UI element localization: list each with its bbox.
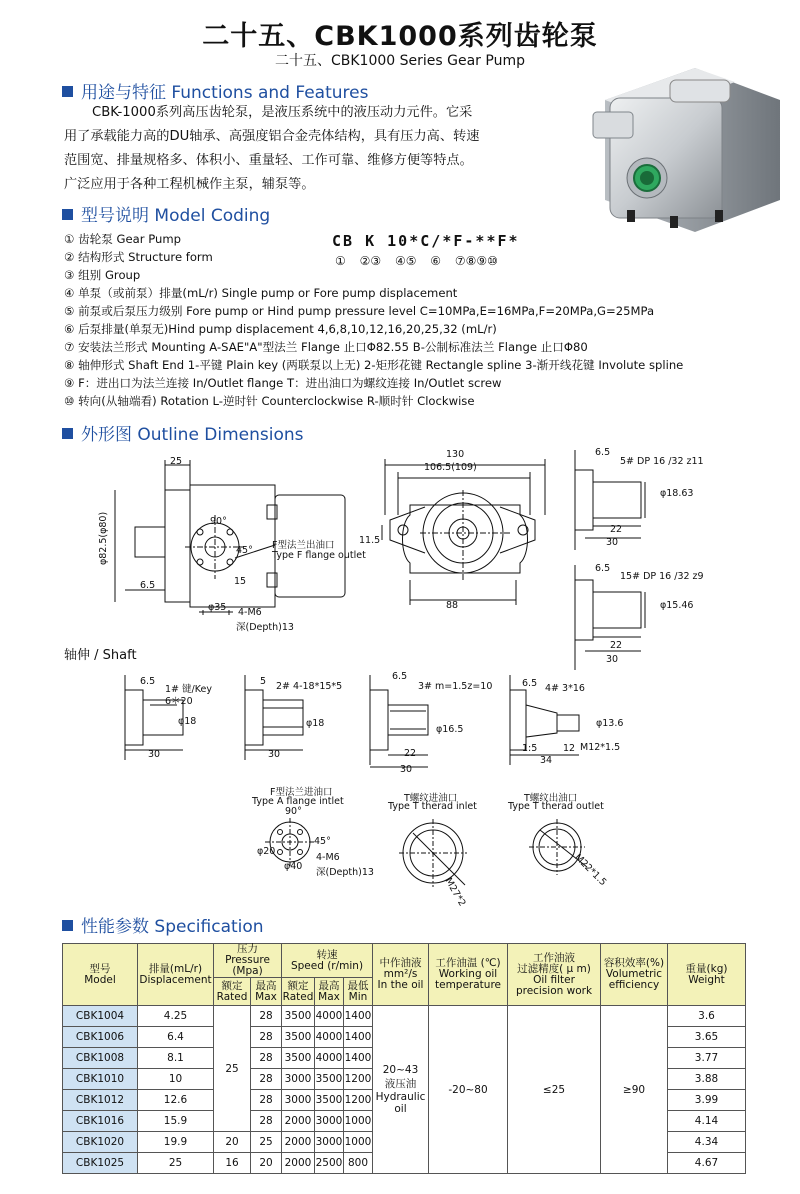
cell-speed-rated: 2000 — [282, 1132, 315, 1153]
dim-label: 6＊20 — [165, 696, 193, 707]
dim-label: M12*1.5 — [580, 742, 621, 753]
cell-speed-rated: 2000 — [282, 1153, 315, 1174]
cell-rated-merged: 25 — [214, 1006, 251, 1132]
cell-model: CBK1012 — [63, 1090, 138, 1111]
cell-speed-max: 3500 — [315, 1069, 344, 1090]
dim-label: 30 — [400, 764, 413, 775]
code-char: * — [508, 232, 520, 250]
dim-label: 45° — [314, 836, 331, 847]
dim-label: 深(Depth)13 — [316, 867, 374, 878]
cell-max: 25 — [251, 1132, 282, 1153]
code-char: * — [475, 232, 487, 250]
cell-rated: 20 — [214, 1132, 251, 1153]
coding-item: ④ 单泵（或前泵）排量(mL/r) Single pump or Fore pump displacement — [64, 286, 458, 300]
cell-weight: 3.99 — [668, 1090, 746, 1111]
section-outline — [62, 420, 304, 445]
cell-max: 28 — [251, 1027, 282, 1048]
section-spec — [62, 912, 264, 937]
header-speed-min: 最低 Min — [344, 978, 373, 1006]
dim-label: 30 — [606, 537, 619, 548]
functions-line: 广泛应用于各种工程机械作主泵，辅泵等。 — [64, 177, 315, 192]
cell-model: CBK1004 — [63, 1006, 138, 1027]
coding-item: ⑥ 后泵排量(单泵无)Hind pump displacement 4,6,8,10,12,16,20,25,32 (mL/r) — [64, 322, 497, 336]
dim-label: 5 — [260, 676, 267, 687]
coding-item: ② 结构形式 Structure form — [64, 250, 213, 264]
dim-label: 6.5 — [595, 447, 611, 458]
dim-label: 106.5(109) — [424, 462, 477, 473]
cell-speed-max: 4000 — [315, 1048, 344, 1069]
dim-label: 45° — [236, 545, 253, 556]
cell-speed-rated: 3500 — [282, 1048, 315, 1069]
dim-label: φ40 — [284, 861, 303, 872]
header-speed-rated: 额定 Rated — [282, 978, 315, 1006]
cell-speed-min: 1400 — [344, 1048, 373, 1069]
dim-label: 1:5 — [522, 743, 538, 754]
coding-item: ① 齿轮泵 Gear Pump — [64, 232, 182, 246]
dim-label: φ20 — [257, 846, 276, 857]
dim-label: 22 — [404, 748, 417, 759]
cell-speed-min: 1200 — [344, 1090, 373, 1111]
cell-weight: 4.67 — [668, 1153, 746, 1174]
cell-model: CBK1020 — [63, 1132, 138, 1153]
dim-label: 4-M6 — [316, 852, 340, 863]
cell-model: CBK1008 — [63, 1048, 138, 1069]
dim-label: φ18.63 — [660, 488, 694, 499]
code-char: * — [409, 232, 421, 250]
code-char: F — [453, 232, 465, 250]
coding-item: ⑩ 转向(从轴端看) Rotation L-逆时针 Counterclockwise R-顺时针 Clockwise — [64, 394, 475, 408]
cell-speed-max: 2500 — [315, 1153, 344, 1174]
cell-speed-max: 3000 — [315, 1111, 344, 1132]
callout-label: Type F flange outlet — [272, 550, 366, 561]
cell-model: CBK1016 — [63, 1111, 138, 1132]
dim-label: 6.5 — [392, 671, 408, 682]
dim-label: 130 — [446, 449, 465, 460]
cell-weight: 4.34 — [668, 1132, 746, 1153]
dim-label: 90° — [285, 806, 302, 817]
cell-disp: 4.25 — [138, 1006, 214, 1027]
header-max: 最高 Max — [251, 978, 282, 1006]
dim-label: 25 — [170, 456, 183, 467]
cell-max: 28 — [251, 1069, 282, 1090]
cell-disp: 8.1 — [138, 1048, 214, 1069]
header-weight: 重量(kg) Weight — [668, 944, 746, 1006]
cell-speed-max: 3000 — [315, 1132, 344, 1153]
code-char: CB — [332, 232, 355, 250]
gear-pump-photo — [575, 60, 790, 240]
thread-inlet-drawing — [395, 815, 475, 895]
cell-weight: 4.14 — [668, 1111, 746, 1132]
code-char: * — [486, 232, 498, 250]
square-bullet-icon — [62, 920, 73, 931]
coding-item: ⑨ F：进出口为法兰连接 In/Outlet flange T：进出油口为螺纹连接 In/Outlet screw — [64, 376, 502, 390]
code-char: 10 — [387, 232, 410, 250]
dim-label: φ15.46 — [660, 600, 694, 611]
cell-speed-max: 4000 — [315, 1027, 344, 1048]
cell-speed-min: 1400 — [344, 1027, 373, 1048]
code-char: C — [420, 232, 432, 250]
code-num: ① — [335, 254, 346, 268]
code-num: ②③ — [359, 254, 382, 268]
dim-label: 30 — [606, 654, 619, 665]
coding-item: ③ 组别 Group — [64, 268, 141, 282]
cell-oil-merged: 20~43 液压油 Hydraulic oil — [373, 1006, 429, 1174]
cell-speed-rated: 3000 — [282, 1069, 315, 1090]
cell-disp: 19.9 — [138, 1132, 214, 1153]
cell-eff-merged: ≥90 — [601, 1006, 668, 1174]
cell-speed-rated: 3000 — [282, 1090, 315, 1111]
dim-label: 22 — [610, 640, 623, 651]
dim-label: φ82.5(φ80) — [98, 511, 109, 565]
dim-label: 1# 键/Key — [165, 684, 212, 695]
callout-label: F型法兰出油口 — [272, 540, 335, 551]
dim-label: 15 — [234, 576, 247, 587]
code-num: ⑦⑧⑨⑩ — [454, 254, 498, 268]
dim-label: φ18 — [178, 716, 197, 727]
dim-label: 5# DP 16 /32 z11 — [620, 456, 704, 467]
dim-label: 15# DP 16 /32 z9 — [620, 571, 704, 582]
code-char: K — [365, 232, 377, 250]
dim-label: 6.5 — [595, 563, 611, 574]
coding-list — [64, 230, 683, 410]
cell-speed-min: 1200 — [344, 1069, 373, 1090]
section-outline-label: 外形图 Outline Dimensions — [81, 425, 304, 445]
dim-label: 88 — [446, 600, 459, 611]
dim-label: 11.5 — [359, 535, 381, 546]
dim-label: 6.5 — [140, 580, 156, 591]
dim-label: 34 — [540, 755, 553, 766]
header-filter: 工作油液 过滤精度( μ m) Oil filter precision work — [508, 944, 601, 1006]
callout-label: Type T therad outlet — [508, 801, 604, 812]
cell-filter-merged: ≤25 — [508, 1006, 601, 1174]
functions-text — [64, 101, 574, 197]
cell-speed-max: 4000 — [315, 1006, 344, 1027]
section-spec-label: 性能参数 Specification — [81, 917, 264, 937]
square-bullet-icon — [62, 86, 73, 97]
section-coding — [62, 201, 270, 226]
table-row — [63, 1006, 746, 1027]
header-model: 型号 Model — [63, 944, 138, 1006]
cell-max: 28 — [251, 1111, 282, 1132]
cell-disp: 10 — [138, 1069, 214, 1090]
dim-label: 3# m=1.5z=10 — [418, 681, 493, 692]
header-oil: 中作油液 mm²/s In the oil — [373, 944, 429, 1006]
cell-max: 28 — [251, 1048, 282, 1069]
cell-weight: 3.6 — [668, 1006, 746, 1027]
cell-weight: 3.65 — [668, 1027, 746, 1048]
code-char: / — [431, 232, 443, 250]
cell-speed-rated: 3500 — [282, 1006, 315, 1027]
cell-max: 20 — [251, 1153, 282, 1174]
cell-weight: 3.77 — [668, 1048, 746, 1069]
section-functions — [62, 78, 368, 103]
cell-temp-merged: -20~80 — [429, 1006, 508, 1174]
dim-label: M27*2 — [442, 876, 468, 909]
cell-disp: 6.4 — [138, 1027, 214, 1048]
cell-speed-min: 1000 — [344, 1111, 373, 1132]
header-displacement: 排量(mL/r) Displacement — [138, 944, 214, 1006]
functions-line: CBK-1000系列高压齿轮泵，是液压系统中的液压动力元件。它采 — [92, 105, 473, 120]
cell-max: 28 — [251, 1090, 282, 1111]
code-char: * — [442, 232, 454, 250]
page-subtitle: 二十五、CBK1000 Series Gear Pump — [275, 53, 525, 69]
cell-speed-min: 800 — [344, 1153, 373, 1174]
dim-label: 6.5 — [140, 676, 156, 687]
dim-label: φ18 — [306, 718, 325, 729]
header-speed-max: 最高 Max — [315, 978, 344, 1006]
dim-label: 4-M6 — [238, 607, 262, 618]
dim-label: 30 — [268, 749, 281, 760]
cell-disp: 15.9 — [138, 1111, 214, 1132]
header-temperature: 工作油温 (℃) Working oil temperature — [429, 944, 508, 1006]
cell-speed-min: 1400 — [344, 1006, 373, 1027]
dim-label: 4# 3*16 — [545, 683, 585, 694]
cell-speed-min: 1000 — [344, 1132, 373, 1153]
square-bullet-icon — [62, 428, 73, 439]
cell-weight: 3.88 — [668, 1069, 746, 1090]
dim-label: M22*1.5 — [572, 852, 609, 889]
coding-item: ⑧ 轴伸形式 Shaft End 1-平键 Plain key (两联泵以上无) 2-矩形花键 Rectangle spline 3-渐开线花键 Involute spline — [64, 358, 684, 372]
dim-label: φ35 — [208, 602, 227, 613]
cell-rated: 16 — [214, 1153, 251, 1174]
dim-label: 12 — [563, 743, 576, 754]
section-coding-label: 型号说明 Model Coding — [81, 206, 271, 226]
code-char: - — [464, 232, 476, 250]
section-functions-label: 用途与特征 Functions and Features — [81, 83, 369, 103]
callout-label: F型法兰进油口 — [270, 787, 333, 798]
dim-label: 22 — [610, 524, 623, 535]
callout-label: Type T therad inlet — [388, 801, 477, 812]
cell-disp: 25 — [138, 1153, 214, 1174]
dim-label: φ16.5 — [436, 724, 464, 735]
header-rated: 额定 Rated — [214, 978, 251, 1006]
cell-max: 28 — [251, 1006, 282, 1027]
cell-speed-max: 3500 — [315, 1090, 344, 1111]
code-num: ⑥ — [430, 254, 442, 268]
dim-label: 2# 4-18*15*5 — [276, 681, 343, 692]
page-title: 二十五、CBK1000系列齿轮泵 — [202, 21, 598, 52]
functions-line: 用了承载能力高的DU轴承、高强度铝合金壳体结构，具有压力高、转速 — [64, 129, 480, 144]
dim-label: 90° — [210, 516, 227, 527]
cell-model: CBK1010 — [63, 1069, 138, 1090]
callout-label: Type A flange intlet — [252, 796, 344, 807]
cell-model: CBK1006 — [63, 1027, 138, 1048]
dim-label: 深(Depth)13 — [236, 622, 294, 633]
cell-model: CBK1025 — [63, 1153, 138, 1174]
dim-label: φ13.6 — [596, 718, 624, 729]
coding-item: ⑦ 安装法兰形式 Mounting A-SAE"A"型法兰 Flange 止口Φ82.55 B-公制标准法兰 Flange 止口Φ80 — [64, 340, 588, 354]
shaft-label: 轴伸 / Shaft — [64, 648, 137, 663]
spec-table — [62, 943, 746, 1174]
dim-label: 30 — [148, 749, 161, 760]
code-num: ④⑤ — [394, 254, 417, 268]
cell-speed-rated: 2000 — [282, 1111, 315, 1132]
cell-speed-rated: 3500 — [282, 1027, 315, 1048]
coding-item: ⑤ 前泵或后泵压力级别 Fore pump or Hind pump pressure level C=10MPa,E=16MPa,F=20MPa,G=25MPa — [64, 304, 655, 318]
square-bullet-icon — [62, 209, 73, 220]
cell-disp: 12.6 — [138, 1090, 214, 1111]
dim-label: 6.5 — [522, 678, 538, 689]
header-efficiency: 容积效率(%) Volumetric efficiency — [601, 944, 668, 1006]
callout-label: T螺纹进油口 — [404, 793, 458, 804]
header-pressure: 压力 Pressure (Mpa) — [214, 944, 282, 978]
functions-line: 范围宽、排量规格多、体积小、重量轻、工作可靠、维修方便等特点。 — [64, 153, 473, 168]
callout-label: T螺纹出油口 — [524, 793, 578, 804]
code-char: F — [497, 232, 509, 250]
header-speed: 转速 Speed (r/min) — [282, 944, 373, 978]
